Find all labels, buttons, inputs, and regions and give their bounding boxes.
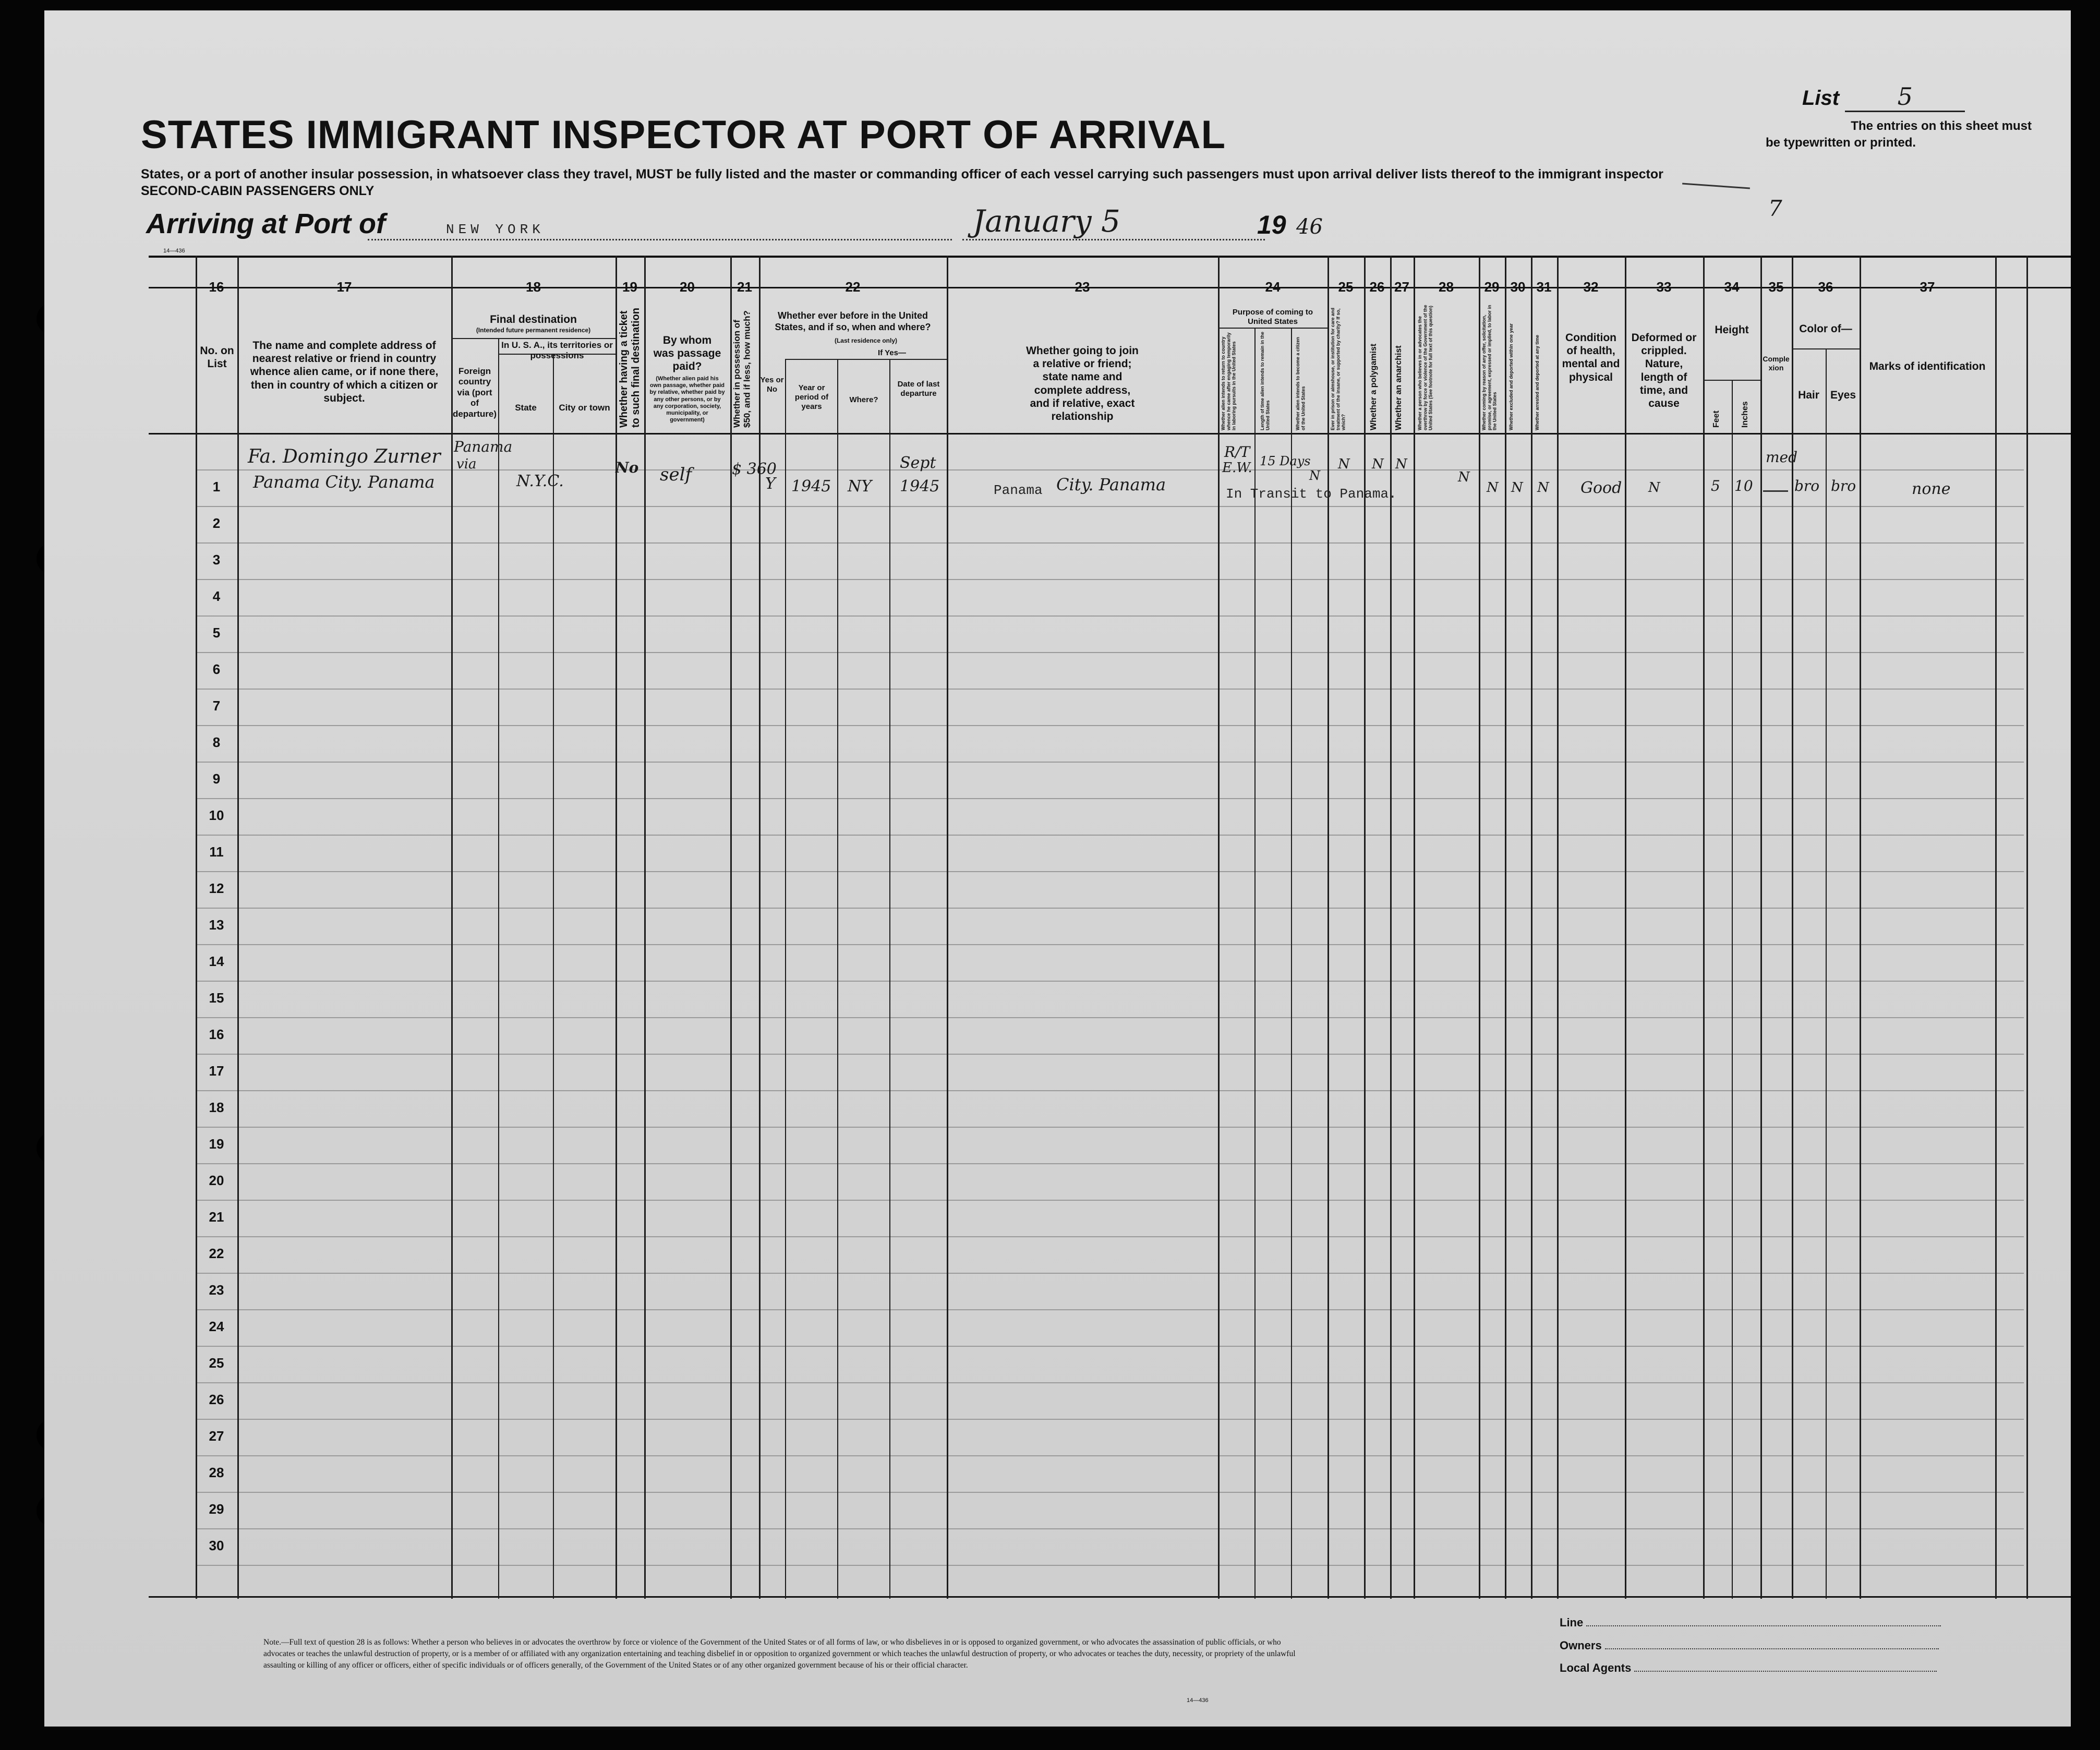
header-color-of: Color of— bbox=[1799, 323, 1852, 335]
page-mark: 7 bbox=[1768, 196, 1782, 221]
header-question-28: Whether a person who believes in or advocates the overthrow by force or violence of the Government of the United States (See footnote for full text of this question) bbox=[1417, 305, 1433, 430]
entry-last-departure-2: 1945 bbox=[900, 477, 940, 496]
row-number: 25 bbox=[209, 1355, 224, 1371]
column-rule bbox=[730, 256, 732, 1599]
complexion-strikeout bbox=[1763, 490, 1788, 492]
subheader-rule bbox=[1218, 328, 1327, 329]
entry-joining: Panama bbox=[994, 482, 1043, 498]
header-hair: Hair bbox=[1798, 389, 1819, 401]
subheader-rule bbox=[1792, 348, 1860, 349]
column-rule bbox=[1291, 329, 1292, 1599]
entry-anarchist: N bbox=[1395, 456, 1407, 472]
instructions: States, or a port of another insular possession, in whatsoever class they travel, MUST be fully listed and the master or commanding officer of each vessel carrying such passengers must upon arrival deliver lists thereof to the immigrant inspector bbox=[141, 167, 1663, 182]
column-number: 35 bbox=[1768, 279, 1784, 295]
local-agents-label-text: Local Agents bbox=[1560, 1661, 1632, 1674]
row-rule bbox=[196, 1127, 2024, 1128]
entry-labor-offer: N bbox=[1487, 480, 1499, 496]
header-no-on-list: No. on List bbox=[200, 345, 234, 370]
column-number: 31 bbox=[1536, 279, 1552, 295]
entry-inches: 10 bbox=[1734, 477, 1753, 494]
entry-relative-line-2: Panama City. Panama bbox=[253, 472, 435, 492]
row-number: 20 bbox=[209, 1173, 224, 1188]
column-rule bbox=[889, 360, 890, 1599]
row-rule bbox=[196, 1382, 2024, 1383]
header-ever-before: Whether ever before in the United States, and if so, when and where? bbox=[775, 310, 931, 332]
entry-prison: N bbox=[1338, 456, 1350, 472]
row-rule bbox=[196, 1163, 2024, 1164]
row-rule bbox=[196, 506, 2024, 507]
header-anarchist: Whether an anarchist bbox=[1394, 345, 1403, 430]
header-nearest-relative: The name and complete address of nearest relative or friend in country whence alien came, or if none there, then in country of which a citizen or subject. bbox=[250, 340, 439, 404]
row-number: 26 bbox=[209, 1392, 224, 1407]
owners-label-text: Owners bbox=[1560, 1639, 1602, 1652]
entry-hair: bro bbox=[1794, 477, 1820, 494]
page-title: STATES IMMIGRANT INSPECTOR AT PORT OF ARRIVAL bbox=[141, 113, 1226, 157]
header-in-usa: In U. S. A., its territories or possessions bbox=[501, 340, 613, 361]
arrival-date: January 5 bbox=[973, 203, 1120, 239]
column-rule bbox=[1479, 256, 1480, 1599]
column-rule bbox=[1860, 256, 1861, 1599]
row-number: 2 bbox=[212, 515, 221, 531]
table-top-rule bbox=[149, 256, 2071, 258]
row-rule bbox=[196, 762, 2024, 763]
owners-rule bbox=[1605, 1648, 1939, 1649]
row-number: 3 bbox=[212, 552, 221, 568]
entry-arrested: N bbox=[1537, 480, 1549, 496]
row-number: 19 bbox=[209, 1136, 224, 1152]
header-last-residence: (Last residence only) bbox=[834, 337, 898, 344]
row-number: 29 bbox=[209, 1501, 224, 1517]
row-number: 17 bbox=[209, 1063, 224, 1079]
column-number: 23 bbox=[1075, 279, 1090, 295]
column-number: 20 bbox=[680, 279, 695, 295]
header-purpose: Purpose of coming to United States bbox=[1232, 308, 1313, 326]
local-agents-label bbox=[1560, 1661, 1937, 1675]
line-label bbox=[1560, 1616, 1941, 1630]
row-rule bbox=[196, 981, 2024, 982]
entry-been-before: Y bbox=[765, 475, 776, 493]
header-final-destination: Final destination bbox=[490, 313, 577, 325]
column-rule bbox=[1995, 256, 1997, 1599]
column-rule bbox=[553, 355, 554, 1599]
footnote-question-28: Note.—Full text of question 28 is as follows: Whether a person who believes in or advocates the overthrow by force or violence of the Government of the United States or of all forms of law, or who disbelieves in or is opposed to organized government, or who advocates the assassination of public officials, or who advocates or teaches the unlawful destruction of property, or is a member of or affiliated with any organization entertaining and teaching disbelief in or opposition to organized government or which teaches the unlawful destruction of property, or who advocates or teaches the duty, necessity, or propriety of the unlawful assaulting or killing of any officer or officers, either of specific individuals or of officers generally, of the Government of the United States or of any other organized government because of his or their official character. bbox=[263, 1638, 1296, 1670]
row-number: 21 bbox=[209, 1209, 224, 1225]
row-number: 1 bbox=[212, 479, 221, 494]
row-rule bbox=[196, 1200, 2024, 1201]
header-yes-or-no: Yes or No bbox=[760, 376, 784, 394]
table-bottom-rule bbox=[149, 1596, 2071, 1598]
row-number: 27 bbox=[209, 1428, 224, 1444]
column-rule bbox=[1327, 256, 1329, 1599]
row-number: 12 bbox=[209, 880, 224, 896]
subheader-rule bbox=[451, 338, 615, 339]
column-number: 27 bbox=[1394, 279, 1409, 295]
row-rule bbox=[196, 579, 2024, 580]
column-rule bbox=[1703, 256, 1705, 1599]
entry-relative-line-1: Fa. Domingo Zurner bbox=[248, 446, 441, 467]
header-complexion: Complexion bbox=[1763, 355, 1790, 372]
entry-via: via bbox=[456, 456, 477, 472]
header-height: Height bbox=[1715, 324, 1749, 336]
row-number: 13 bbox=[209, 917, 224, 933]
row-rule bbox=[196, 1236, 2024, 1237]
typewritten-note-1: The entries on this sheet must bbox=[1851, 119, 2032, 133]
column-number: 22 bbox=[845, 279, 861, 295]
year-suffix: 46 bbox=[1296, 215, 1323, 239]
row-rule bbox=[196, 871, 2024, 872]
column-number: 17 bbox=[336, 279, 352, 295]
row-number: 16 bbox=[209, 1027, 224, 1042]
column-rule bbox=[785, 360, 786, 1599]
subheader-rule bbox=[785, 359, 947, 360]
entry-eyes: bro bbox=[1831, 477, 1856, 494]
entry-city: N.Y.C. bbox=[516, 472, 564, 490]
row-number: 23 bbox=[209, 1282, 224, 1298]
column-number: 21 bbox=[737, 279, 752, 295]
header-city: City or town bbox=[559, 403, 610, 413]
column-rule bbox=[2026, 256, 2028, 1599]
column-number: 28 bbox=[1439, 279, 1454, 295]
header-prison: Ever in prison or almshouse, or institution for care and treatment of the insane, or supported by charity? If so, which? bbox=[1330, 307, 1346, 430]
header-passage-paid: By whom was passage paid? bbox=[653, 334, 721, 373]
entry-paid-by: self bbox=[660, 464, 692, 485]
header-labor-offer: Whether coming by reason of any offer, solicitation, promise, or agreement, expressed or implied, to labor in the United States bbox=[1481, 305, 1498, 430]
cabin-class: SECOND-CABIN PASSENGERS ONLY bbox=[141, 184, 375, 198]
row-number: 14 bbox=[209, 954, 224, 969]
column-rule bbox=[1364, 256, 1366, 1599]
column-number: 24 bbox=[1265, 279, 1281, 295]
column-number: 36 bbox=[1818, 279, 1833, 295]
column-rule bbox=[615, 256, 617, 1599]
row-number: 28 bbox=[209, 1465, 224, 1480]
column-rule bbox=[498, 339, 499, 1599]
line-rule bbox=[1586, 1625, 1941, 1626]
column-rule bbox=[1557, 256, 1559, 1599]
row-rule bbox=[196, 1017, 2024, 1018]
entry-foreign-country: Panama bbox=[454, 438, 513, 455]
owners-label bbox=[1560, 1639, 1939, 1652]
column-rule bbox=[1390, 256, 1392, 1599]
header-purpose-a: Whether alien intends to return to country whence he came after engaging temporarily in laboring pursuits in the United States bbox=[1221, 332, 1237, 430]
entry-feet: 5 bbox=[1711, 477, 1720, 494]
header-state: State bbox=[515, 403, 537, 413]
row-number: 24 bbox=[209, 1319, 224, 1334]
entry-excluded: N bbox=[1511, 480, 1523, 496]
header-purpose-c: Whether alien intends to become a citizen of the United States bbox=[1295, 336, 1306, 430]
year-prefix: 19 bbox=[1257, 210, 1286, 239]
column-number: 18 bbox=[526, 279, 541, 295]
header-ticket: Whether having a ticket to such final destination bbox=[618, 307, 642, 428]
row-rule bbox=[196, 1565, 2024, 1566]
header-deformed: Deformed or crippled. Nature, length of time, and cause bbox=[1631, 332, 1697, 409]
row-number: 7 bbox=[212, 698, 221, 714]
entry-deformed: N bbox=[1648, 480, 1660, 496]
line-label-text: Line bbox=[1560, 1616, 1584, 1629]
column-number: 29 bbox=[1484, 279, 1500, 295]
divider-mark bbox=[1682, 183, 1750, 189]
header-purpose-b: Length of time alien intends to remain in the United States bbox=[1260, 331, 1271, 430]
row-number: 9 bbox=[212, 771, 221, 787]
header-where: Where? bbox=[849, 395, 878, 404]
header-excluded: Whether excluded and deported within one year bbox=[1508, 323, 1514, 430]
row-rule bbox=[196, 908, 2024, 909]
row-rule bbox=[196, 1054, 2024, 1055]
row-rule bbox=[196, 1419, 2024, 1420]
column-number: 32 bbox=[1583, 279, 1599, 295]
entry-year: 1945 bbox=[791, 477, 831, 496]
column-number: 26 bbox=[1369, 279, 1385, 295]
header-eyes: Eyes bbox=[1830, 389, 1856, 401]
header-year-period: Year or period of years bbox=[794, 383, 829, 411]
row-rule bbox=[196, 615, 2024, 617]
header-inches: Inches bbox=[1741, 401, 1749, 428]
entry-purpose-a2: E.W. bbox=[1222, 460, 1252, 476]
row-rule bbox=[196, 1528, 2024, 1529]
row-number: 18 bbox=[209, 1100, 224, 1115]
header-arrested: Whether arrested and deported at any time bbox=[1535, 334, 1540, 430]
header-last-departure: Date of last departure bbox=[897, 380, 940, 398]
row-rule bbox=[196, 944, 2024, 945]
entry-joining-hand: City. Panama bbox=[1056, 475, 1166, 494]
row-number: 15 bbox=[209, 990, 224, 1006]
row-rule bbox=[196, 1273, 2024, 1274]
entry-last-departure-1: Sept bbox=[900, 454, 936, 472]
column-rule bbox=[1625, 256, 1626, 1599]
column-rule bbox=[1254, 329, 1256, 1599]
row-number: 30 bbox=[209, 1538, 224, 1553]
list-label-block bbox=[1802, 82, 1965, 112]
entry-purpose-a: R/T bbox=[1224, 443, 1250, 461]
row-rule bbox=[196, 542, 2024, 544]
row-number: 8 bbox=[212, 734, 221, 750]
list-number: 5 bbox=[1845, 82, 1965, 112]
column-rule bbox=[451, 256, 453, 1599]
row-number: 4 bbox=[212, 588, 221, 604]
column-rule bbox=[947, 256, 948, 1599]
header-fifty-dollars: Whether in possession of $50, and if less, how much? bbox=[732, 310, 752, 428]
header-passage-paid-sub: (Whether alien paid his own passage, whether paid by relative, whether paid by any other persons, or by any corporation, society, municipality, or government) bbox=[649, 376, 725, 424]
row-number: 6 bbox=[212, 661, 221, 677]
list-label: List bbox=[1802, 87, 1840, 110]
entry-health: Good bbox=[1580, 479, 1622, 497]
column-rule bbox=[1760, 256, 1762, 1599]
subheader-rule bbox=[1703, 380, 1760, 381]
header-if-yes: If Yes— bbox=[878, 348, 906, 357]
column-number: 37 bbox=[1920, 279, 1935, 295]
header-foreign-country: Foreign country via (port of departure) bbox=[452, 366, 497, 419]
row-number: 11 bbox=[209, 844, 224, 860]
column-rule bbox=[237, 256, 239, 1599]
manifest-sheet bbox=[44, 10, 2071, 1727]
row-rule bbox=[196, 1090, 2024, 1091]
header-joining-relative: Whether going to join a relative or friend; state name and complete address, and if relative, exact relationship bbox=[1026, 345, 1139, 423]
column-rule bbox=[644, 256, 646, 1599]
header-polygamist: Whether a polygamist bbox=[1369, 343, 1378, 430]
row-rule bbox=[196, 835, 2024, 836]
row-rule bbox=[196, 652, 2024, 653]
column-rule bbox=[837, 360, 838, 1599]
entry-polygamist: N bbox=[1372, 456, 1384, 472]
header-marks: Marks of identification bbox=[1869, 360, 1986, 372]
entry-complexion: med bbox=[1766, 449, 1798, 466]
row-number: 10 bbox=[209, 807, 224, 823]
column-number: 16 bbox=[209, 279, 224, 295]
column-rule bbox=[1531, 256, 1532, 1599]
column-rule bbox=[759, 256, 761, 1599]
entry-where: NY bbox=[848, 477, 872, 496]
column-number: 34 bbox=[1724, 279, 1740, 295]
row-number: 22 bbox=[209, 1246, 224, 1261]
header-final-destination-sub: (Intended future permanent residence) bbox=[476, 327, 591, 334]
typewritten-note-2: be typewritten or printed. bbox=[1766, 136, 1916, 150]
header-health: Condition of health, mental and physical bbox=[1562, 332, 1620, 383]
entry-transit-note: In Transit to Panama. bbox=[1226, 486, 1397, 502]
entry-marks: none bbox=[1912, 480, 1951, 498]
entry-money: $ 360 bbox=[732, 460, 777, 478]
row-rule bbox=[196, 798, 2024, 799]
header-bottom-rule bbox=[149, 433, 2071, 435]
column-number: 19 bbox=[622, 279, 637, 295]
column-rule bbox=[1505, 256, 1506, 1599]
entry-question-28: N bbox=[1458, 469, 1470, 485]
column-number: 33 bbox=[1656, 279, 1672, 295]
row-number: 5 bbox=[212, 625, 221, 641]
local-agents-rule bbox=[1634, 1671, 1937, 1672]
date-underline bbox=[962, 239, 1265, 240]
port-name: NEW YORK bbox=[446, 222, 545, 237]
row-rule bbox=[196, 1492, 2024, 1493]
column-number: 25 bbox=[1338, 279, 1354, 295]
header-feet: Feet bbox=[1712, 411, 1721, 428]
column-number: 30 bbox=[1510, 279, 1526, 295]
form-code-bottom: 14—436 bbox=[1187, 1697, 1209, 1704]
column-rule bbox=[1732, 381, 1733, 1599]
row-rule bbox=[196, 1309, 2024, 1310]
column-rule bbox=[1414, 256, 1415, 1599]
column-rule bbox=[1826, 349, 1827, 1599]
form-code-top: 14—436 bbox=[163, 248, 185, 254]
row-rule bbox=[196, 689, 2024, 690]
row-rule bbox=[196, 1346, 2024, 1347]
entry-length-of-stay: 15 Days bbox=[1260, 454, 1311, 468]
arriving-label: Arriving at Port of bbox=[146, 208, 386, 239]
entry-citizen: N bbox=[1309, 468, 1320, 483]
row-rule bbox=[196, 725, 2024, 726]
column-rule bbox=[1218, 256, 1220, 1599]
row-rule bbox=[196, 1455, 2024, 1456]
port-underline bbox=[368, 239, 952, 240]
entry-ticket: No bbox=[615, 459, 639, 476]
